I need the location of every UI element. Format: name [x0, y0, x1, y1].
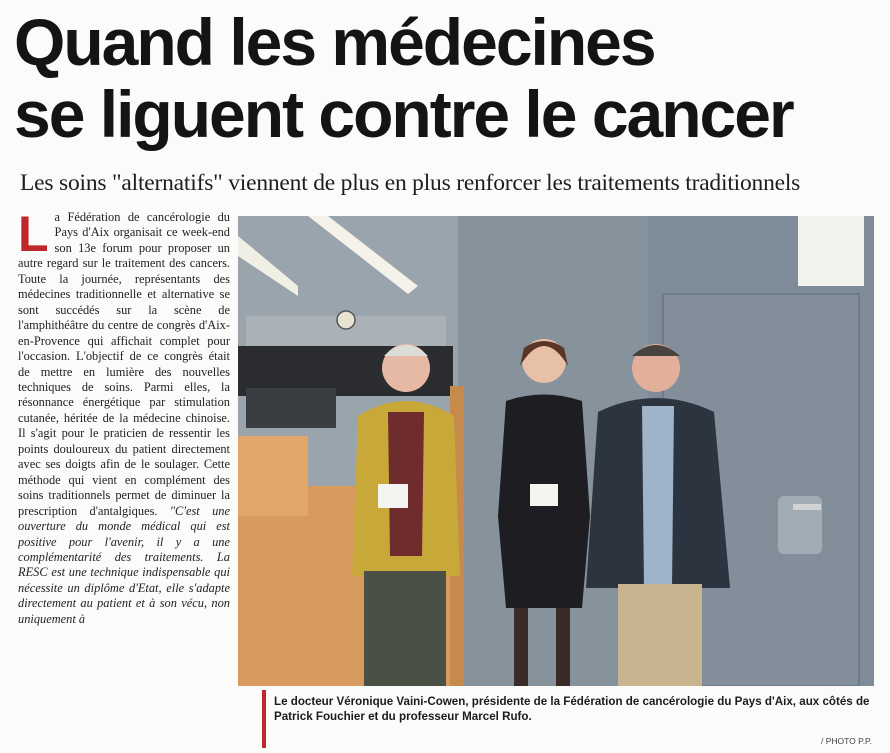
headline — [14, 6, 874, 150]
photo-caption: Le docteur Véronique Vaini-Cowen, présidente de la Fédération de cancérologie du Pays d'Aix, aux côtés de Patrick Fouchier et du professeur Marcel Rufo. — [274, 695, 870, 723]
headline-line-2: se liguent contre le cancer — [14, 77, 793, 151]
caption-accent-bar — [262, 690, 266, 748]
dropcap: L — [18, 210, 49, 262]
photo-illustration — [238, 216, 874, 686]
article-body — [18, 210, 230, 750]
headline-line-1: Quand les médecines — [14, 5, 655, 79]
article-photo — [238, 216, 874, 686]
photo-credit: / PHOTO P.P. — [820, 736, 872, 746]
subheadline: Les soins "alternatifs" viennent de plus en plus renforcer les traitements traditionnels — [20, 170, 801, 196]
article-quote: "C'est une ouverture du monde médical qui est positive pour l'avenir, il y a une complémentarité des traitements. La RESC est une technique indispensable qui nécessite un diplôme d'Etat, elle s'adapte directement au patient et à son vécu, non uniquement à — [18, 503, 230, 626]
article-text: a Fédération de cancérologie du Pays d'Aix organisait ce week-end son 13e forum pour proposer un autre regard sur le traitement des cancers. Toute la journée, représentants des médecines traditionnelle et alternative se sont succédés sur la scène de l'amphithéâtre du centre de congrès d'Aix-en-Provence qui affichait complet pour l'occasion. L'objectif de ce congrès était de mettre en lumière des nouvelles techniques de soins. Parmi elles, la résonnance énergétique par stimulation cutanée, héritée de la médecine chinoise. Il s'agit pour le praticien de ressentir les points douloureux du patient directement avec ses doigts afin de le soulager. Cette méthode qui vient en complément des soins traditionnels permet de diminuer la prescription d'antalgiques. — [18, 210, 230, 518]
